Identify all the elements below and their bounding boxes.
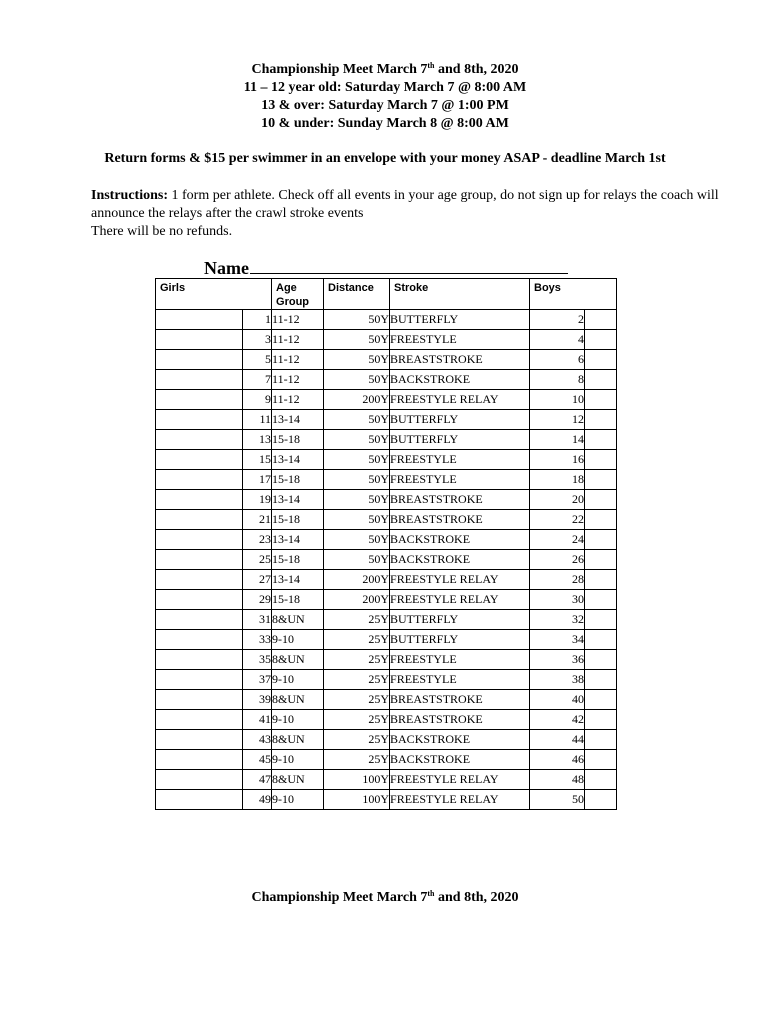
age-group-cell: 11-12	[272, 390, 324, 410]
girl-event-number: 33	[243, 630, 272, 650]
boy-event-number: 16	[530, 450, 585, 470]
boy-event-number: 48	[530, 770, 585, 790]
girl-checkbox-cell[interactable]	[156, 490, 243, 510]
stroke-cell: FREESTYLE RELAY	[390, 590, 530, 610]
event-rows	[156, 310, 617, 810]
table-row	[156, 470, 617, 490]
age-group-cell: 15-18	[272, 590, 324, 610]
girl-event-number: 49	[243, 790, 272, 810]
distance-cell: 200Y	[324, 570, 390, 590]
age-group-cell: 9-10	[272, 630, 324, 650]
age-group-cell: 9-10	[272, 710, 324, 730]
girl-checkbox-cell[interactable]	[156, 430, 243, 450]
age-group-cell: 8&UN	[272, 690, 324, 710]
girl-event-number: 27	[243, 570, 272, 590]
boy-checkbox-cell[interactable]	[585, 710, 617, 730]
boy-event-number: 46	[530, 750, 585, 770]
girl-checkbox-cell[interactable]	[156, 450, 243, 470]
meet-header	[0, 61, 770, 133]
girl-checkbox-cell[interactable]	[156, 410, 243, 430]
table-row	[156, 710, 617, 730]
stroke-cell: FREESTYLE RELAY	[390, 570, 530, 590]
age-group-cell: 13-14	[272, 450, 324, 470]
boy-checkbox-cell[interactable]	[585, 410, 617, 430]
boy-checkbox-cell[interactable]	[585, 670, 617, 690]
boy-checkbox-cell[interactable]	[585, 430, 617, 450]
age-group-cell: 8&UN	[272, 730, 324, 750]
boy-event-number: 26	[530, 550, 585, 570]
stroke-cell: FREESTYLE RELAY	[390, 770, 530, 790]
return-note: Return forms & $15 per swimmer in an envelope with your money ASAP - deadline March 1st	[104, 151, 666, 166]
table-row	[156, 430, 617, 450]
girl-checkbox-cell[interactable]	[156, 330, 243, 350]
age-group-cell: 8&UN	[272, 770, 324, 790]
girl-checkbox-cell[interactable]	[156, 310, 243, 330]
stroke-cell: BACKSTROKE	[390, 730, 530, 750]
girl-checkbox-cell[interactable]	[156, 690, 243, 710]
distance-cell: 50Y	[324, 530, 390, 550]
stroke-cell: BREASTSTROKE	[390, 350, 530, 370]
name-underline[interactable]	[250, 259, 568, 274]
distance-cell: 50Y	[324, 490, 390, 510]
table-row	[156, 670, 617, 690]
distance-cell: 25Y	[324, 610, 390, 630]
age-group-cell: 11-12	[272, 350, 324, 370]
girl-checkbox-cell[interactable]	[156, 630, 243, 650]
boy-event-number: 10	[530, 390, 585, 410]
table-row	[156, 530, 617, 550]
boy-event-number: 18	[530, 470, 585, 490]
girl-event-number: 45	[243, 750, 272, 770]
girl-event-number: 21	[243, 510, 272, 530]
stroke-cell: BUTTERFLY	[390, 630, 530, 650]
boy-event-number: 24	[530, 530, 585, 550]
boy-checkbox-cell[interactable]	[585, 690, 617, 710]
table-row	[156, 650, 617, 670]
girl-checkbox-cell[interactable]	[156, 530, 243, 550]
distance-cell: 25Y	[324, 630, 390, 650]
boy-checkbox-cell[interactable]	[585, 570, 617, 590]
table-row	[156, 310, 617, 330]
boy-checkbox-cell[interactable]	[585, 510, 617, 530]
girl-event-number: 13	[243, 430, 272, 450]
girl-checkbox-cell[interactable]	[156, 470, 243, 490]
refund-note: There will be no refunds.	[91, 224, 233, 239]
girl-checkbox-cell[interactable]	[156, 790, 243, 810]
boy-checkbox-cell[interactable]	[585, 730, 617, 750]
session-13-over: 13 & over: Saturday March 7 @ 1:00 PM	[261, 98, 509, 113]
stroke-cell: BREASTSTROKE	[390, 690, 530, 710]
table-row	[156, 550, 617, 570]
girl-event-number: 31	[243, 610, 272, 630]
boy-event-number: 2	[530, 310, 585, 330]
girl-event-number: 3	[243, 330, 272, 350]
distance-cell: 50Y	[324, 370, 390, 390]
stroke-cell: FREESTYLE	[390, 470, 530, 490]
table-row	[156, 790, 617, 810]
table-row	[156, 410, 617, 430]
table-row	[156, 730, 617, 750]
distance-cell: 25Y	[324, 670, 390, 690]
distance-cell: 200Y	[324, 390, 390, 410]
girl-checkbox-cell[interactable]	[156, 710, 243, 730]
girls-header: Girls	[156, 279, 272, 310]
table-row	[156, 750, 617, 770]
table-row	[156, 450, 617, 470]
boy-event-number: 20	[530, 490, 585, 510]
name-label: Name	[204, 258, 249, 278]
boy-checkbox-cell[interactable]	[585, 750, 617, 770]
girl-checkbox-cell[interactable]	[156, 670, 243, 690]
stroke-cell: FREESTYLE RELAY	[390, 390, 530, 410]
age-group-cell: 9-10	[272, 750, 324, 770]
girl-checkbox-cell[interactable]	[156, 650, 243, 670]
boy-checkbox-cell[interactable]	[585, 610, 617, 630]
table-header-row	[156, 279, 617, 310]
footer-title: Championship Meet March 7th and 8th, 2020	[251, 889, 519, 905]
boy-checkbox-cell[interactable]	[585, 630, 617, 650]
distance-cell: 50Y	[324, 350, 390, 370]
age-group-header: Age Group	[272, 279, 324, 310]
boy-checkbox-cell[interactable]	[585, 310, 617, 330]
distance-cell: 25Y	[324, 730, 390, 750]
instructions-label: Instructions:	[91, 188, 169, 203]
girl-checkbox-cell[interactable]	[156, 510, 243, 530]
girl-event-number: 1	[243, 310, 272, 330]
girl-checkbox-cell[interactable]	[156, 770, 243, 790]
stroke-cell: BUTTERFLY	[390, 430, 530, 450]
boy-event-number: 6	[530, 350, 585, 370]
distance-cell: 50Y	[324, 450, 390, 470]
boy-event-number: 42	[530, 710, 585, 730]
stroke-cell: FREESTYLE	[390, 330, 530, 350]
table-row	[156, 390, 617, 410]
stroke-cell: BREASTSTROKE	[390, 510, 530, 530]
stroke-cell: BACKSTROKE	[390, 550, 530, 570]
stroke-header: Stroke	[390, 279, 530, 310]
stroke-cell: BREASTSTROKE	[390, 710, 530, 730]
table-row	[156, 330, 617, 350]
boy-event-number: 32	[530, 610, 585, 630]
boy-event-number: 50	[530, 790, 585, 810]
boy-checkbox-cell[interactable]	[585, 330, 617, 350]
boy-checkbox-cell[interactable]	[585, 770, 617, 790]
age-group-cell: 15-18	[272, 550, 324, 570]
age-group-cell: 13-14	[272, 570, 324, 590]
girl-event-number: 37	[243, 670, 272, 690]
table-row	[156, 770, 617, 790]
stroke-cell: BACKSTROKE	[390, 530, 530, 550]
girl-event-number: 35	[243, 650, 272, 670]
girl-checkbox-cell[interactable]	[156, 730, 243, 750]
table-row	[156, 350, 617, 370]
boy-event-number: 30	[530, 590, 585, 610]
table-row	[156, 570, 617, 590]
boy-checkbox-cell[interactable]	[585, 390, 617, 410]
stroke-cell: BACKSTROKE	[390, 750, 530, 770]
boy-event-number: 22	[530, 510, 585, 530]
age-group-cell: 15-18	[272, 470, 324, 490]
girl-checkbox-cell[interactable]	[156, 610, 243, 630]
girl-checkbox-cell[interactable]	[156, 570, 243, 590]
distance-cell: 50Y	[324, 550, 390, 570]
boy-event-number: 34	[530, 630, 585, 650]
girl-event-number: 9	[243, 390, 272, 410]
age-group-cell: 9-10	[272, 790, 324, 810]
age-group-cell: 9-10	[272, 670, 324, 690]
boy-event-number: 38	[530, 670, 585, 690]
boy-event-number: 44	[530, 730, 585, 750]
table-row	[156, 510, 617, 530]
instructions	[91, 187, 721, 241]
boy-checkbox-cell[interactable]	[585, 450, 617, 470]
meet-title: Championship Meet March 7th and 8th, 2020	[251, 61, 519, 77]
boy-checkbox-cell[interactable]	[585, 530, 617, 550]
table-row	[156, 630, 617, 650]
girl-event-number: 25	[243, 550, 272, 570]
table-row	[156, 490, 617, 510]
boys-header: Boys	[530, 279, 617, 310]
age-group-cell: 11-12	[272, 330, 324, 350]
boy-event-number: 28	[530, 570, 585, 590]
table-row	[156, 610, 617, 630]
girl-checkbox-cell[interactable]	[156, 550, 243, 570]
girl-checkbox-cell[interactable]	[156, 390, 243, 410]
girl-event-number: 41	[243, 710, 272, 730]
boy-checkbox-cell[interactable]	[585, 370, 617, 390]
girl-event-number: 15	[243, 450, 272, 470]
distance-cell: 100Y	[324, 770, 390, 790]
stroke-cell: BUTTERFLY	[390, 310, 530, 330]
boy-checkbox-cell[interactable]	[585, 550, 617, 570]
girl-event-number: 11	[243, 410, 272, 430]
age-group-cell: 13-14	[272, 410, 324, 430]
girl-event-number: 5	[243, 350, 272, 370]
age-group-cell: 15-18	[272, 430, 324, 450]
girl-event-number: 43	[243, 730, 272, 750]
girl-event-number: 19	[243, 490, 272, 510]
stroke-cell: BREASTSTROKE	[390, 490, 530, 510]
stroke-cell: FREESTYLE	[390, 650, 530, 670]
distance-cell: 100Y	[324, 790, 390, 810]
boy-event-number: 4	[530, 330, 585, 350]
table-row	[156, 590, 617, 610]
distance-cell: 50Y	[324, 430, 390, 450]
stroke-cell: FREESTYLE	[390, 450, 530, 470]
distance-cell: 50Y	[324, 330, 390, 350]
girl-checkbox-cell[interactable]	[156, 350, 243, 370]
session-11-12: 11 – 12 year old: Saturday March 7 @ 8:00 AM	[243, 80, 527, 95]
session-10-under: 10 & under: Sunday March 8 @ 8:00 AM	[261, 116, 509, 131]
boy-checkbox-cell[interactable]	[585, 470, 617, 490]
girl-checkbox-cell[interactable]	[156, 370, 243, 390]
age-group-cell: 13-14	[272, 490, 324, 510]
stroke-cell: BUTTERFLY	[390, 610, 530, 630]
girl-event-number: 23	[243, 530, 272, 550]
boy-event-number: 12	[530, 410, 585, 430]
stroke-cell: FREESTYLE	[390, 670, 530, 690]
instructions-text: 1 form per athlete. Check off all events in your age group, do not sign up for relays the coach will announce the relays after the crawl stroke events	[91, 188, 719, 221]
age-group-cell: 8&UN	[272, 650, 324, 670]
age-group-cell: 11-12	[272, 310, 324, 330]
age-group-cell: 11-12	[272, 370, 324, 390]
girl-checkbox-cell[interactable]	[156, 750, 243, 770]
distance-cell: 25Y	[324, 650, 390, 670]
girl-event-number: 7	[243, 370, 272, 390]
table-row	[156, 370, 617, 390]
girl-event-number: 39	[243, 690, 272, 710]
distance-cell: 50Y	[324, 470, 390, 490]
age-group-cell: 8&UN	[272, 610, 324, 630]
boy-checkbox-cell[interactable]	[585, 590, 617, 610]
boy-checkbox-cell[interactable]	[585, 490, 617, 510]
girl-event-number: 47	[243, 770, 272, 790]
girl-event-number: 17	[243, 470, 272, 490]
events-table	[155, 278, 617, 810]
boy-event-number: 36	[530, 650, 585, 670]
distance-cell: 25Y	[324, 690, 390, 710]
distance-cell: 50Y	[324, 310, 390, 330]
distance-cell: 50Y	[324, 510, 390, 530]
distance-cell: 25Y	[324, 750, 390, 770]
boy-checkbox-cell[interactable]	[585, 790, 617, 810]
boy-checkbox-cell[interactable]	[585, 650, 617, 670]
table-row	[156, 690, 617, 710]
name-field[interactable]	[204, 258, 568, 279]
stroke-cell: FREESTYLE RELAY	[390, 790, 530, 810]
distance-cell: 50Y	[324, 410, 390, 430]
stroke-cell: BACKSTROKE	[390, 370, 530, 390]
boy-event-number: 8	[530, 370, 585, 390]
age-group-cell: 15-18	[272, 510, 324, 530]
distance-header: Distance	[324, 279, 390, 310]
boy-checkbox-cell[interactable]	[585, 350, 617, 370]
girl-event-number: 29	[243, 590, 272, 610]
stroke-cell: BUTTERFLY	[390, 410, 530, 430]
boy-event-number: 40	[530, 690, 585, 710]
distance-cell: 25Y	[324, 710, 390, 730]
distance-cell: 200Y	[324, 590, 390, 610]
boy-event-number: 14	[530, 430, 585, 450]
girl-checkbox-cell[interactable]	[156, 590, 243, 610]
age-group-cell: 13-14	[272, 530, 324, 550]
